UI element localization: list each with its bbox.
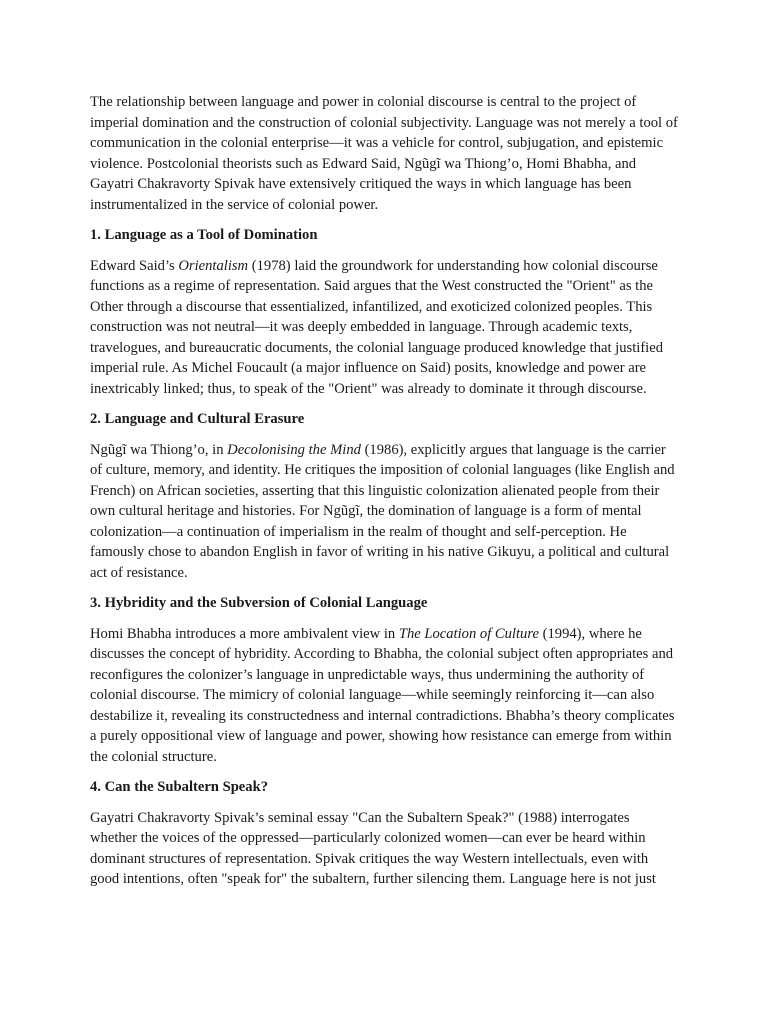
section-2-paragraph [90,440,680,584]
section-3-heading: 3. Hybridity and the Subversion of Colonial Language [90,595,428,611]
section-3-book-title: The Location of Culture [398,625,539,642]
section-2-heading: 2. Language and Cultural Erasure [90,411,305,427]
section-3-text-start: Homi Bhabha introduces a more ambivalent view in [90,625,399,642]
section-2-text-start: Ngũgĩ wa Thiong’o, in [90,441,228,458]
section-3-text-rest: (1994), where he discusses the concept of hybridity. According to Bhabha, the colonial subject often appropriates and reconfigures the colonizer’s language in unpredictable ways, thus undermining the authority of colonial discourse. The mimicry of colonial language—while seemingly reinforcing it—can also destabilize it, revealing its constructedness and internal contradictions. Bhabha’s theory complicates a purely oppositional view of language and power, showing how resistance can emerge from within the colonial structure. [90,625,675,765]
document-page [90,92,680,900]
section-1-book-title: Orientalism [178,257,249,274]
section-4-text-start: Gayatri Chakravorty Spivak’s seminal essay "Can the Subaltern Speak?" (1988) interrogates whether the voices of the oppressed—particularly colonized women—can ever be heard within dominant structures of representation. Spivak critiques the way Western intellectuals, even with good intentions, often "speak for" the subaltern, further silencing them. Language here is not just [90,809,656,887]
section-4-heading: 4. Can the Subaltern Speak? [90,779,268,795]
section-4-paragraph [90,808,680,890]
section-1-heading: 1. Language as a Tool of Domination [90,227,318,243]
section-1-text-start: Edward Said’s [90,257,179,274]
section-1-paragraph [90,256,680,400]
section-1-text-rest: (1978) laid the groundwork for understanding how colonial discourse functions as a regime of representation. Said argues that the West constructed the "Orient" as the Other through a discourse that essentialized, infantilized, and exoticized colonized peoples. This construction was not neutral—it was deeply embedded in language. Through academic texts, travelogues, and bureaucratic documents, the colonial language produced knowledge that justified imperial rule. As Michel Foucault (a major influence on Said) posits, knowledge and power are inextricably linked; thus, to speak of the "Orient" was already to dominate it through discourse. [90,257,664,397]
intro-paragraph: The relationship between language and power in colonial discourse is central to the project of imperial domination and the construction of colonial subjectivity. Language was not merely a tool of communication in the colonial enterprise—it was a vehicle for control, subjugation, and epistemic violence. Postcolonial theorists such as Edward Said, Ngũgĩ wa Thiong’o, Homi Bhabha, and Gayatri Chakravorty Spivak have extensively critiqued the ways in which language has been instrumentalized in the service of colonial power. [90,94,678,213]
section-2-book-title: Decolonising the Mind [227,441,361,458]
section-2-text-rest: (1986), explicitly argues that language is the carrier of culture, memory, and identity. He critiques the imposition of colonial languages (like English and French) on African societies, asserting that this linguistic colonization alienated people from their own cultural heritage and histories. For Ngũgĩ, the domination of language is a form of mental colonization—a continuation of imperialism in the realm of thought and self-perception. He famously chose to abandon English in favor of writing in his native Gikuyu, a political and cultural act of resistance. [90,441,675,581]
section-3-paragraph [90,624,680,768]
